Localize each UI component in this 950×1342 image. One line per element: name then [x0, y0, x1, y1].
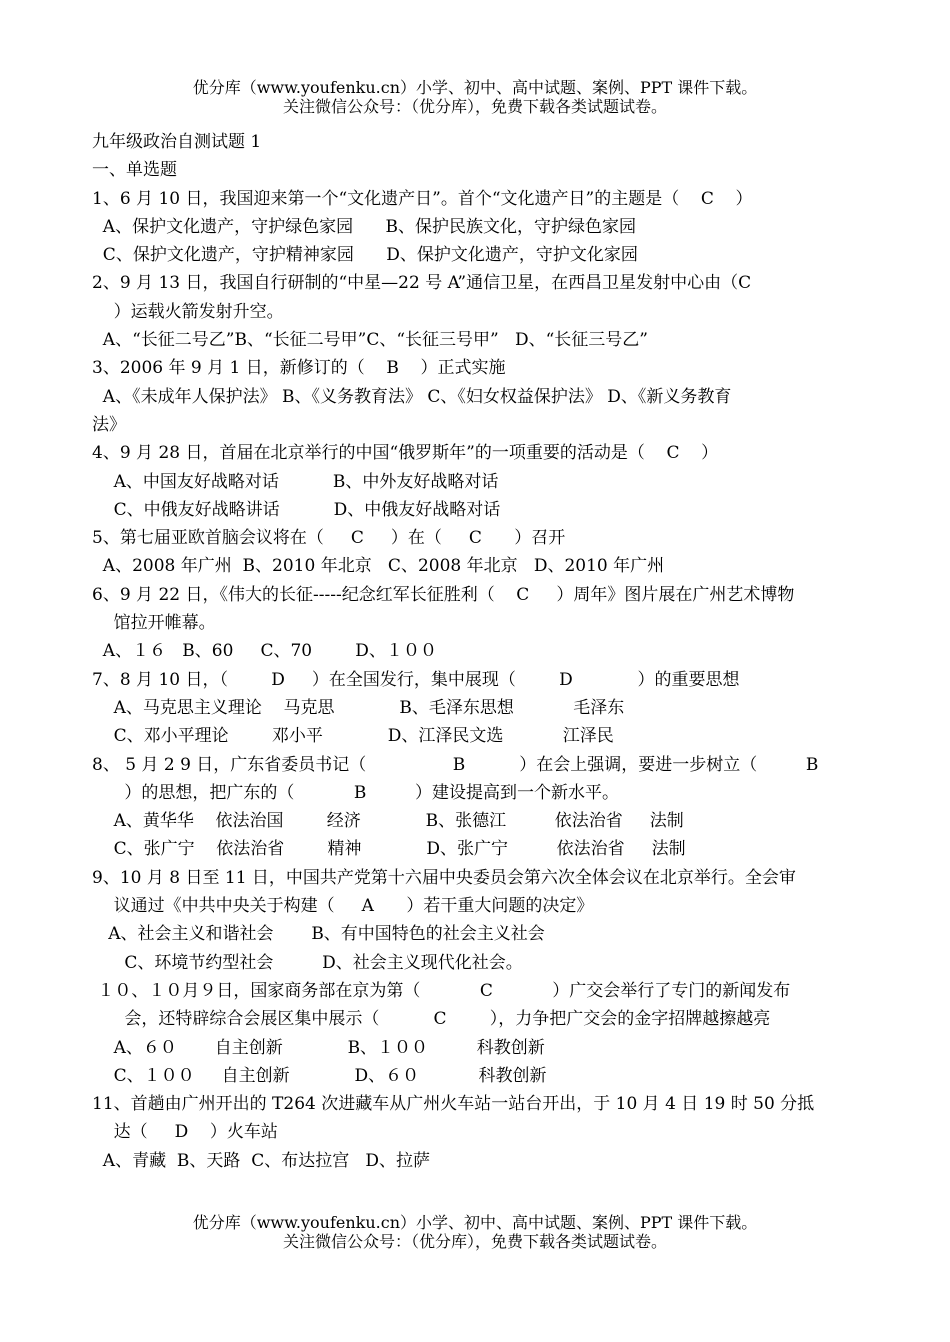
question-9-options-ab: A、社会主义和谐社会 B、有中国特色的社会主义社会 — [92, 924, 545, 945]
question-10-options-ab: A、６０ 自主创新 B、１００ 科教创新 — [92, 1037, 545, 1058]
header-line-1: 优分库（www.youfenku.cn）小学、初中、高中试题、案例、PPT 课件下载。 — [192, 78, 758, 97]
question-11-continued: 达（ D ）火车站 — [92, 1122, 278, 1143]
question-2-continued: ）运载火箭发射升空。 — [92, 301, 284, 322]
question-11-options: A、青藏 B、天路 C、布达拉宫 D、拉萨 — [92, 1150, 431, 1171]
question-10-continued: 会，还特辟综合会展区集中展示（ C ），力争把广交会的金字招牌越擦越亮 — [92, 1009, 771, 1030]
question-7-options-ab: A、马克思主义理论 马克思 B、毛泽东思想 毛泽东 — [92, 697, 625, 718]
question-2-options: A、“长征二号乙”B、“长征二号甲”C、“长征三号甲” D、“长征三号乙” — [92, 330, 648, 351]
question-7: 7、8 月 10 日，（ D ）在全国发行，集中展现（ D ）的重要思想 — [92, 669, 740, 690]
header-line-2: 关注微信公众号：（优分库），免费下载各类试题试卷。 — [282, 97, 667, 116]
question-8: 8、 5 月 2 9 日，广东省委员书记（ B ）在会上强调，要进一步树立（ B — [92, 754, 819, 775]
question-4-options-cd: C、中俄友好战略讲话 D、中俄友好战略对话 — [92, 499, 501, 520]
question-10-options-cd: C、１００ 自主创新 D、６０ 科教创新 — [92, 1065, 547, 1086]
question-1: 1、6 月 10 日，我国迎来第一个“文化遗产日”。首个“文化遗产日”的主题是（ C ） — [92, 188, 753, 209]
question-8-options-ab: A、黄华华 依法治国 经济 B、张德江 依法治省 法制 — [92, 811, 684, 832]
question-3: 3、2006 年 9 月 1 日，新修订的（ B ）正式实施 — [92, 358, 506, 379]
question-10: １０、１０月９日，国家商务部在京为第（ C ）广交会举行了专门的新闻发布 — [92, 980, 791, 1001]
question-6-options: A、１６ B、60 C、70 D、１００ — [92, 641, 437, 662]
footer-line-1: 优分库（www.youfenku.cn）小学、初中、高中试题、案例、PPT 课件下载。 — [192, 1213, 758, 1232]
question-3-options-continued: 法》 — [92, 414, 126, 435]
question-3-options: A、《未成年人保护法》 B、《义务教育法》 C、《妇女权益保护法》 D、《新义务教育 — [92, 386, 732, 407]
question-4-options-ab: A、中国友好战略对话 B、中外友好战略对话 — [92, 471, 499, 492]
question-4: 4、9 月 28 日，首届在北京举行的中国“俄罗斯年”的一项重要的活动是（ C ） — [92, 443, 719, 464]
document-body — [92, 128, 862, 1175]
page-footer — [0, 1213, 950, 1251]
question-9-options-cd: C、环境节约型社会 D、社会主义现代化社会。 — [92, 952, 523, 973]
section-heading: 一、单选题 — [92, 160, 177, 181]
question-1-options-cd: C、保护文化遗产，守护精神家园 D、保护文化遗产，守护文化家园 — [92, 245, 638, 266]
footer-line-2: 关注微信公众号：（优分库），免费下载各类试题试卷。 — [282, 1232, 667, 1251]
question-6: 6、9 月 22 日，《伟大的长征-----纪念红军长征胜利（ C ）周年》图片展在广州艺术博物 — [92, 584, 795, 605]
question-5-options: A、2008 年广州 B、2010 年北京 C、2008 年北京 D、2010 年广州 — [92, 556, 665, 577]
question-5: 5、第七届亚欧首脑会议将在（ C ）在（ C ）召开 — [92, 528, 566, 549]
document-title: 九年级政治自测试题 1 — [92, 132, 262, 152]
question-1-options-ab: A、保护文化遗产，守护绿色家园 B、保护民族文化，守护绿色家园 — [92, 216, 636, 237]
question-11: 11、首趟由广州开出的 T264 次进藏车从广州火车站一站台开出，于 10 月 4 日 19 时 50 分抵 — [92, 1094, 815, 1115]
question-8-options-cd: C、张广宁 依法治省 精神 D、张广宁 依法治省 法制 — [92, 839, 686, 860]
question-2: 2、9 月 13 日，我国自行研制的“中星—22 号 A”通信卫星，在西昌卫星发射中心由（C — [92, 273, 752, 294]
question-7-options-cd: C、邓小平理论 邓小平 D、江泽民文选 江泽民 — [92, 726, 614, 747]
question-8-continued: ）的思想，把广东的（ B ）建设提高到一个新水平。 — [92, 782, 619, 803]
question-9-continued: 议通过《中共中央关于构建（ A ）若干重大问题的决定》 — [92, 896, 594, 917]
page-header — [0, 78, 950, 116]
question-6-continued: 馆拉开帷幕。 — [92, 613, 216, 634]
question-9: 9、10 月 8 日至 11 日，中国共产党第十六届中央委员会第六次全体会议在北京举行。全会审 — [92, 867, 796, 888]
